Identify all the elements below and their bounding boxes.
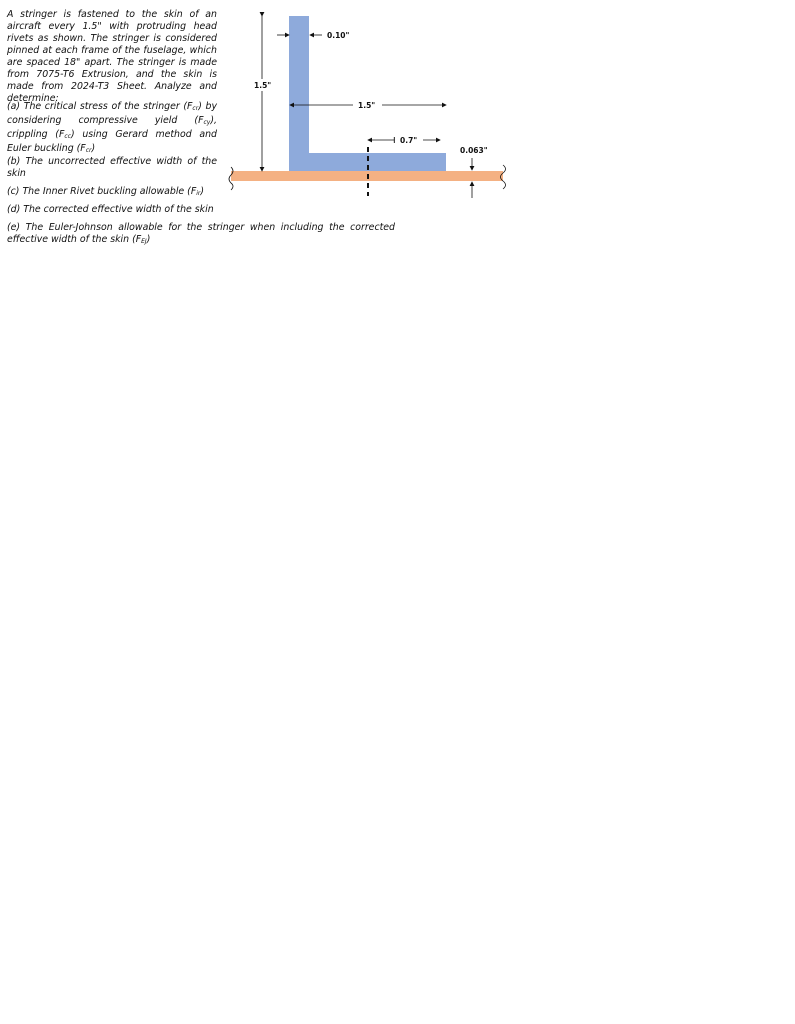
stringer-cross-section-diagram	[0, 0, 795, 260]
stringer-web	[289, 16, 309, 171]
part-e-text: (e) The Euler-Johnson allowable for the stringer when including the corrected effective width of the skin $(F_{EJ})$	[7, 222, 395, 245]
height-dimension-label: 1.5"	[254, 81, 272, 90]
thickness-dimension-label: 0.10"	[327, 31, 350, 40]
flange-width-label: 1.5"	[358, 101, 376, 110]
skin-thickness-label: 0.063"	[460, 146, 488, 155]
part-d-text: (d) The corrected effective width of the skin	[7, 204, 214, 215]
problem-intro: A stringer is fastened to the skin of an aircraft every 1.5" with protruding head rivets as shown. The stringer is considered pinned at each frame of the fuselage, which are spaced 18" apart. The stringer is made from 7075-T6 Extrusion, and the skin is made from 2024-T3 Sheet. Analyze and determine:	[7, 9, 217, 104]
rivet-offset-label: 0.7"	[400, 136, 418, 145]
part-c-text: (c) The Inner Rivet buckling allowable $(F_{ir})$	[7, 186, 205, 197]
part-a-text: (a) The critical stress of the stringer $(F_{cr})$ by considering compressive yield $(F_{cy})$, crippling $(F_{cc})$ using Gerard method and Euler buckling $(F_{cr})$	[7, 101, 217, 154]
part-b-text: (b) The uncorrected effective width of the skin	[7, 156, 217, 179]
